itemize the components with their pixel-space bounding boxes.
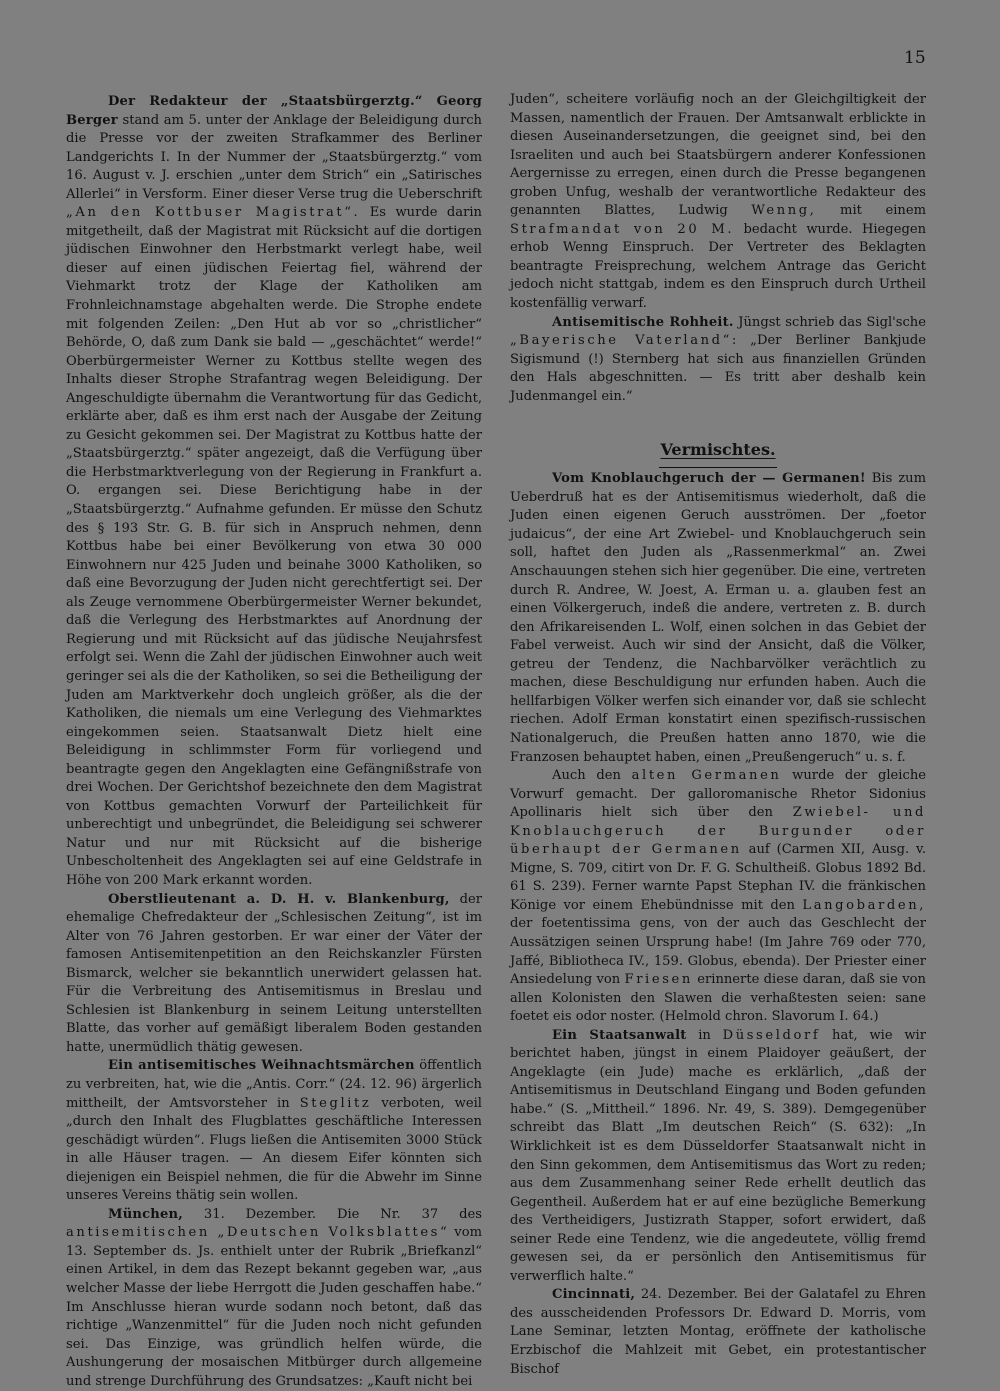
right-column-bottom — [510, 470, 926, 1379]
spaced-emphasis: Wenng, — [751, 203, 817, 219]
article-text: der ehemalige Chefredakteur der „Schlesischen Zeitung“, ist im Alter von 76 Jahren gestorben. Er war einer der Väter der famosen Antisemitenpetition an den Reichskanzler Fürsten Bismarck, welcher sie bekanntlich unerwidert gelassen hat. Für die Verbreitung des Antisemitismus in Breslau und Schlesien ist Blankenburg in seinem Leitung unterstellten Blatte, das vorher auf gemäßigt liberalem Boden gestanden hatte, unermüdlich thätig gewesen. — [66, 891, 482, 1055]
article-paragraph — [510, 767, 926, 1027]
article-text: Auch den — [552, 768, 632, 784]
spaced-emphasis: alten Germanen — [631, 768, 782, 784]
article-text: mit einem — [816, 203, 926, 219]
article-text: hat, wie wir berichtet haben, jüngst in einem Plaidoyer geäußert, der Angeklagte (ein Jude) mache es erklärlich, „daß der Antisemitismus in Deutschland Eingang und Boden gefunden habe.“ (S. „Mittheil.“ 1896. Nr. 49, S. 389). Demgegenüber schreibt das Blatt „Im deutschen Reich“ (S. 632): „In Wirklichkeit ist es dem Düsseldorfer Staatsanwalt nicht in den Sinn gekommen, dem Antisemitismus das Wort zu reden; aus dem Zusammenhang seiner Rede erhellt deutlich das Gegentheil. Außerdem hat er auf eine bezügliche Bemerkung des Vertheidigers, Justizrath Stapper, sofort erwidert, daß seiner Rede eine Tendenz, wie die angedeutete, völlig fremd gewesen sei, da er persönlich den Antisemitismus für verwerflich halte.“ — [510, 1027, 926, 1284]
article-headline: München, — [108, 1206, 184, 1222]
article-paragraph — [510, 91, 926, 314]
article-paragraph — [510, 470, 926, 767]
article-text: : „Der Berliner Bankjude Sigismund (!) Sternberg hat sich aus finanziellen Gründen den Hals abgeschnitten. — Es tritt aber deshalb kein Judenmangel ein.“ — [510, 333, 927, 404]
article-text: 24. Dezember. Bei der Galatafel zu Ehren des ausscheidenden Professors Dr. Edward D. Morris, vom Lane Seminar, letzten Montag, eröffnete der katholische Erzbischof die Mahlzeit mit Gebet, ein protestantischer Bischof — [510, 1287, 926, 1377]
spaced-emphasis: „An den Kottbuser Magistrat“. — [66, 205, 361, 221]
article-text: verboten, weil „durch den Inhalt des Flugblattes geschäftliche Interessen geschädigt würden“. Flugs ließen die Antisemiten 3000 Stück in alle Häuser tragen. — An diesem Eifer könnten sich diejenigen ein Beispiel nehmen, die für die Abwehr im Sinne unseres Vereins thätig sein wollen. — [66, 1095, 482, 1204]
article-headline: Ein Staatsanwalt — [552, 1027, 687, 1043]
section-rule — [659, 467, 777, 468]
left-column — [66, 93, 482, 1391]
article-text: wurde der gleiche Vorwurf gemacht. Der galloromanische Rhetor Sidonius Apollinaris hielt sich über den — [510, 768, 926, 821]
section-title: Vermischtes. — [660, 440, 776, 460]
spaced-emphasis: Strafmandat von 20 M. — [510, 221, 735, 237]
article-paragraph — [66, 891, 482, 1058]
article-paragraph — [66, 1206, 482, 1391]
spaced-emphasis: Steglitz — [299, 1095, 372, 1111]
article-text: öffentlich zu verbreiten, hat, wie die „Antis. Corr.“ (24. 12. 96) ärgerlich mittheilt, der Amtsvorsteher in — [66, 1058, 482, 1111]
article-text: 31. Dezember. Die Nr. 37 des — [183, 1206, 482, 1222]
article-text: auf (Carmen XII, Ausg. v. Migne, S. 709, citirt von Dr. F. G. Schultheiß. Globus 1892 Bd. 61 S. 239). Ferner warnte Papst Stephan IV. die fränkischen Könige vor einem Ehebündnisse mit den — [510, 842, 926, 913]
article-headline: Antisemitische Rohheit. — [552, 314, 734, 330]
page-number: 15 — [904, 48, 926, 68]
article-text: Bis zum Ueberdruß hat es der Antisemitismus wiederholt, daß die Juden einen eigenen Geruch ausströmen. Der „foetor judaicus“, der eine Art Zwiebel- und Knoblauchgeruch sein soll, haftet den Juden als „Rassenmerkmal“ an. Zwei Anschauungen stehen sich hier gegenüber. Die eine, vertreten durch R. Andree, W. Joest, A. Erman u. a. glauben fest an einen Völkergeruch, indeß die andere, vertreten z. B. durch den Afrikareisenden L. Wolf, einen solchen in das Gebiet der Fabel verweist. Auch wir sind der Ansicht, daß die Völker, getreu der Tendenz, die Nachbarvölker verächtlich zu machen, diese Beschuldigung nur erfunden haben. Auch die hellfarbigen Völker werfen sich einander vor, daß sie schlecht riechen. Adolf Erman konstatirt einen spezifisch-russischen Nationalgeruch, die Preußen hatten anno 1870, wie die Franzosen behauptet haben, einen „Preußengeruch“ u. s. f. — [510, 471, 926, 765]
article-text: bedacht wurde. Hiegegen erhob Wenng Einspruch. Der Vertreter des Beklagten beantragte Freisprechung, welchem Antrage das Gericht jedoch nicht stattgab, indem es den Einspruch durch Urtheil kostenfällig verwarf. — [510, 221, 927, 312]
article-headline: Oberstlieutenant a. D. H. v. Blankenburg, — [108, 891, 450, 907]
article-paragraph — [66, 1057, 482, 1205]
article-text: Juden“, scheitere vorläufig noch an der Gleichgiltigkeit der Massen, namentlich der Frauen. Der Amtsanwalt erblickte in diesen Auseinandersetzungen, die geeignet sind, bei den Israeliten und auch bei Staatsbürgern anderer Konfessionen Aergernisse zu erregen, einen durch die Presse begangenen groben Unfug, weshalb der verantwortliche Redakteur des genannten Blattes, Ludwig — [510, 92, 926, 219]
article-paragraph — [66, 93, 482, 891]
spaced-emphasis: Düsseldorf — [722, 1027, 821, 1043]
right-column — [510, 91, 926, 1379]
article-paragraph — [510, 1027, 926, 1287]
article-text: vom 13. September ds. Js. enthielt unter der Rubrik „Briefkanzl“ einen Artikel, in dem das Rezept bekannt gegeben war, „aus welcher Masse der liebe Herrgott die Juden geschaffen habe.“ Im Anschlusse hieran wurde sodann noch betont, daß das richtige „Wanzenmittel“ für die Juden noch nicht gefunden sei. Das Einzige, was gründlich helfen würde, die Aushungerung der mosaischen Mitbürger durch allgemeine und strenge Durchführung des Grundsatzes: „Kauft nicht bei — [66, 1225, 483, 1389]
spaced-emphasis: antisemitischen „Deutschen Volksblattes“ — [66, 1225, 450, 1241]
article-headline: Cincinnati, — [552, 1287, 636, 1303]
article-text: Es wurde darin mitgetheilt, daß der Magistrat mit Rücksicht auf die dortigen jüdischen Einwohner den Herbstmarkt verlegt habe, weil dieser auf einen jüdischen Feiertag fiel, während der Viehmarkt trotz der Klage der Katholiken am Frohnleichnamstage abgehalten werde. Die Strophe endete mit folgenden Zeilen: „Den Hut ab vor so „christlicher“ Behörde, O, daß zum Dank sie bald — „geschächtet“ werde!“ Oberbürgermeister Werner zu Kottbus stellte wegen des Inhalts dieser Strophe Strafantrag wegen Beleidigung. Der Angeschuldigte übernahm die Verantwortung für das Gedicht, erklärte aber, daß es ihm erst nach der Ausgabe der Zeitung zu Gesicht gekommen sei. Der Magistrat zu Kottbus hatte der „Staatsbürgerztg.“ später angezeigt, daß die Verfügung über die Herbstmarktverlegung von der Regierung in Frankfurt a. O. ergangen sei. Diese Berichtigung habe in der „Staatsbürgerztg.“ Aufnahme gefunden. Er müsse den Schutz des § 193 Str. G. B. für sich in Anspruch nehmen, denn Kottbus habe bei einer Bevölkerung von etwa 30 000 Einwohnern nur 425 Juden und beinahe 3000 Katholiken, so daß eine Bevorzugung der Juden nicht gerechtfertigt sei. Der als Zeuge vernommene Oberbürgermeister Werner bekundet, daß die Verlegung des Herbstmarktes auf Anordnung der Regierung und mit Rücksicht auf das jüdische Neujahrsfest erfolgt sei. Wenn die Zahl der jüdischen Einwohner auch weit geringer sei als die der Katholiken, so sei die Betheiligung der Juden am Marktverkehr doch ungleich größer, als die der Katholiken, die niemals um eine Verlegung des Viehmarktes eingekommen seien. Staatsanwalt Dietz hielt eine Beleidigung in schlimmster Form für vorliegend und beantragte gegen den Angeklagten eine Gefängnißstrafe von drei Wochen. Der Gerichtshof bezeichnete den dem Magistrat von Kottbus gemachten Vorwurf der Parteilichkeit für unberechtigt und unbegründet, die Beleidigung sei schwerer Natur und nur mit Rücksicht auf die bisherige Unbescholtenheit des Angeklagten sei auf eine Geldstrafe in Höhe von 200 Mark erkannt worden. — [66, 205, 482, 888]
article-paragraph — [510, 1286, 926, 1379]
spaced-emphasis: Langobarden, — [802, 897, 926, 913]
article-headline: Vom Knoblauchgeruch der — Germanen! — [552, 471, 866, 487]
right-column-top — [510, 91, 926, 406]
spaced-emphasis: Friesen — [624, 972, 693, 988]
article-text: stand am 5. unter der Anklage der Beleidigung durch die Presse vor der zweiten Strafkammer des Berliner Landgerichts I. In der Nummer der „Staatsbürgerztg.“ vom 16. August v. J. erschien „unter dem Strich“ ein „Satirisches Allerlei“ in Versform. Einer dieser Verse trug die Ueberschrift — [66, 112, 482, 202]
article-paragraph — [510, 314, 926, 407]
article-text: Jüngst schrieb das Sigl'sche — [733, 314, 926, 330]
spaced-emphasis: „Bayerische Vaterland“ — [510, 333, 732, 349]
article-text: der foetentissima gens, von der auch das Geschlecht der Aussätzigen seinen Ursprung habe! (Im Jahre 769 oder 770, Jaffé, Bibliotheca IV., 159. Globus, ebenda). Der Priester einer Ansiedelung von — [510, 916, 926, 988]
article-text: erinnerte diese daran, daß sie von allen Kolonisten den Slawen die verhaßtesten seien: sane foetet eis odor noster. (Helmold chron. Slavorum I. 64.) — [510, 972, 926, 1025]
article-headline: Der Redakteur der „Staatsbürgerztg.“ Georg Berger — [66, 94, 482, 128]
article-text: in — [686, 1027, 723, 1043]
article-headline: Ein antisemitisches Weihnachtsmärchen — [108, 1058, 415, 1074]
spaced-emphasis: Zwiebel- und Knoblauchgeruch der Burgunder oder überhaupt der Germanen — [510, 805, 926, 858]
